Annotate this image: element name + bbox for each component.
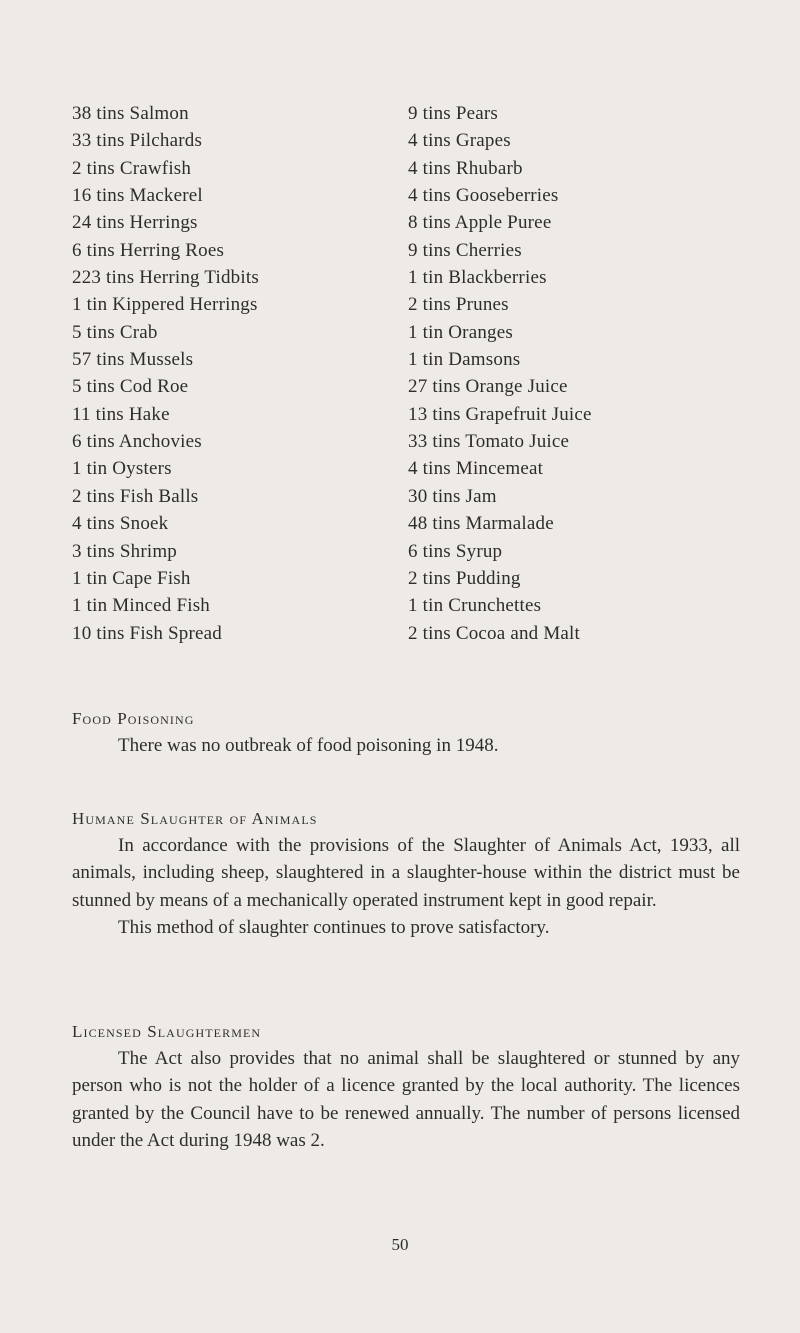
list-item: 6 tins Anchovies — [72, 431, 202, 453]
list-item: 4 tins Grapes — [408, 130, 511, 152]
condemned-fruit-list — [408, 100, 748, 647]
list-item: 24 tins Herrings — [72, 212, 198, 234]
list-item: 16 tins Mackerel — [72, 185, 203, 207]
list-item: 10 tins Fish Spread — [72, 622, 223, 644]
list-item: 3 tins Shrimp — [72, 540, 178, 562]
paragraph: In accordance with the provisions of the Slaughter of Animals Act, 1933, all animals, including sheep, slaughtered in a slaughter-house within the district must be stunned by means of a mechanically operated instrument kept in good repair. — [72, 835, 740, 911]
list-item: 9 tins Pears — [408, 103, 499, 124]
list-item: 33 tins Tomato Juice — [408, 431, 570, 453]
list-item: 33 tins Pilchards — [72, 130, 203, 152]
list-item: 38 tins Salmon — [72, 103, 189, 124]
page-number: 50 — [391, 1235, 409, 1254]
condemned-fish-list — [72, 100, 372, 647]
list-item: 8 tins Apple Puree — [408, 212, 552, 234]
paragraph: This method of slaughter continues to prove satisfactory. — [118, 916, 550, 938]
list-item: 2 tins Cocoa and Malt — [408, 622, 581, 644]
list-item: 9 tins Cherries — [408, 239, 522, 261]
list-item: 5 tins Crab — [72, 321, 158, 343]
list-item: 4 tins Gooseberries — [408, 185, 559, 207]
list-item: 223 tins Herring Tidbits — [72, 267, 259, 289]
list-item: 4 tins Rhubarb — [408, 157, 523, 179]
list-item: 1 tin Kippered Herrings — [72, 294, 258, 316]
list-item: 1 tin Cape Fish — [72, 567, 191, 589]
section-heading: Food Poisoning — [72, 709, 195, 728]
list-item: 11 tins Hake — [72, 403, 170, 425]
licensed-slaughtermen-section — [72, 1019, 740, 1154]
paragraph: The Act also provides that no animal shall be slaughtered or stunned by any person who is not the holder of a licence granted by the local authority. The licences granted by the Council have to be renewed annually. The number of persons licensed under the Act during 1948 was 2. — [72, 1048, 740, 1151]
humane-slaughter-section — [72, 806, 740, 941]
section-heading: Humane Slaughter of Animals — [72, 809, 318, 828]
list-item: 57 tins Mussels — [72, 349, 194, 371]
list-item: 2 tins Prunes — [408, 294, 509, 316]
list-item: 6 tins Herring Roes — [72, 239, 225, 261]
section-heading: Licensed Slaughtermen — [72, 1022, 262, 1041]
list-item: 1 tin Oysters — [72, 458, 172, 480]
list-item: 1 tin Blackberries — [408, 267, 547, 289]
list-item: 48 tins Marmalade — [408, 513, 554, 535]
list-item: 4 tins Mincemeat — [408, 458, 544, 480]
list-item: 5 tins Cod Roe — [72, 376, 189, 398]
paragraph: There was no outbreak of food poisoning in 1948. — [118, 735, 499, 756]
list-item: 4 tins Snoek — [72, 513, 169, 535]
list-item: 1 tin Oranges — [408, 321, 513, 343]
list-item: 6 tins Syrup — [408, 540, 503, 562]
list-item: 2 tins Fish Balls — [72, 485, 199, 507]
list-item: 1 tin Minced Fish — [72, 595, 210, 617]
list-item: 1 tin Crunchettes — [408, 595, 542, 617]
list-item: 27 tins Orange Juice — [408, 376, 568, 398]
list-item: 2 tins Pudding — [408, 567, 521, 589]
list-item: 30 tins Jam — [408, 485, 497, 507]
food-poisoning-section — [72, 706, 740, 759]
list-item: 2 tins Crawfish — [72, 157, 192, 179]
list-item: 1 tin Damsons — [408, 349, 521, 371]
list-item: 13 tins Grapefruit Juice — [408, 403, 592, 425]
